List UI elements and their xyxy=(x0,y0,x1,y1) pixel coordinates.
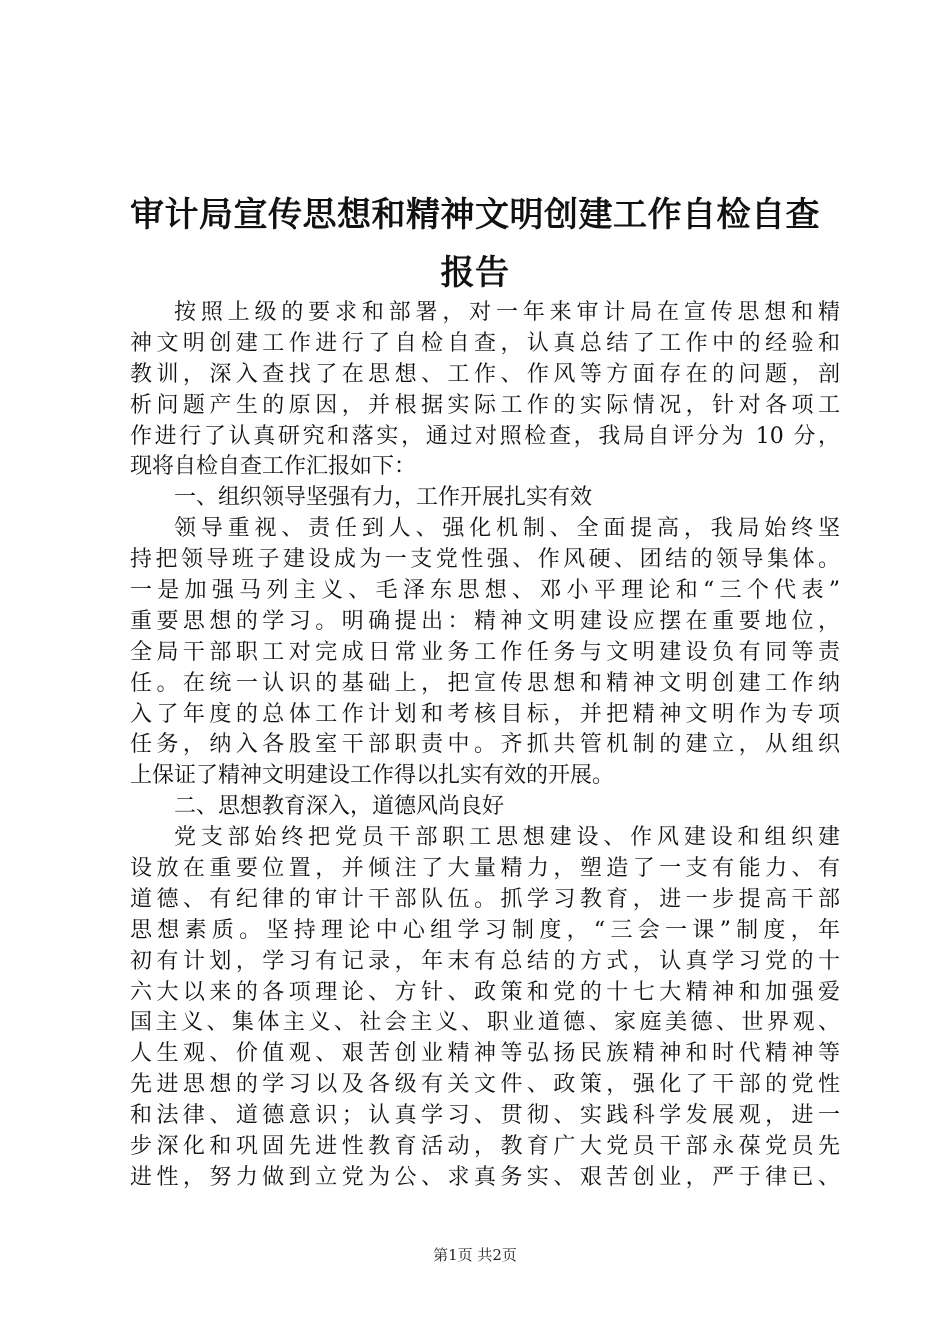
body-line: 一、组织领导坚强有力，工作开展扎实有效 xyxy=(174,485,593,511)
page-footer: 第1页 共2页 xyxy=(433,1246,517,1264)
body-line: 思想素质。坚持理论中心组学习制度，“三会一课”制度，年 xyxy=(130,917,840,943)
body-line: 作进行了认真研究和落实，通过对照检查，我局自评分为 10 分， xyxy=(130,423,840,449)
body-line: 一是加强马列主义、毛泽东思想、邓小平理论和“三个代表” xyxy=(130,578,840,604)
body-line: 党支部始终把党员干部职工思想建设、作风建设和组织建 xyxy=(174,825,840,851)
body-line: 析问题产生的原因，并根据实际工作的实际情况，针对各项工 xyxy=(130,392,840,418)
body-line: 任务，纳入各股室干部职责中。齐抓共管机制的建立，从组织 xyxy=(130,732,840,758)
body-line: 和法律、道德意识；认真学习、贯彻、实践科学发展观，进一 xyxy=(130,1103,840,1129)
body-line: 持把领导班子建设成为一支党性强、作风硬、团结的领导集体。 xyxy=(130,547,840,573)
body-line: 任。在统一认识的基础上，把宣传思想和精神文明创建工作纳 xyxy=(130,670,840,696)
body-line: 国主义、集体主义、社会主义、职业道德、家庭美德、世界观、 xyxy=(130,1010,840,1036)
body-line: 进性，努力做到立党为公、求真务实、艰苦创业，严于律已、 xyxy=(130,1164,840,1190)
body-line: 设放在重要位置，并倾注了大量精力，塑造了一支有能力、有 xyxy=(130,856,840,882)
body-line: 现将自检自查工作汇报如下： xyxy=(130,454,417,480)
body-line: 重要思想的学习。明确提出：精神文明建设应摆在重要地位， xyxy=(130,608,840,634)
document-title-line2: 报告 xyxy=(440,253,510,293)
document-body xyxy=(130,298,840,1194)
body-line: 初有计划，学习有记录，年末有总结的方式，认真学习党的十 xyxy=(130,948,840,974)
body-line: 领导重视、责任到人、强化机制、全面提高，我局始终坚 xyxy=(174,516,840,542)
document-title-line1: 审计局宣传思想和精神文明创建工作自检自查 xyxy=(130,195,820,235)
body-line: 教训，深入查找了在思想、工作、作风等方面存在的问题，剖 xyxy=(130,361,840,387)
body-line: 六大以来的各项理论、方针、政策和党的十七大精神和加强爱 xyxy=(130,979,840,1005)
body-line: 二、思想教育深入，道德风尚良好 xyxy=(174,794,505,820)
body-line: 神文明创建工作进行了自检自查，认真总结了工作中的经验和 xyxy=(130,330,840,356)
body-line: 入了年度的总体工作计划和考核目标，并把精神文明作为专项 xyxy=(130,701,840,727)
body-line: 道德、有纪律的审计干部队伍。抓学习教育，进一步提高干部 xyxy=(130,886,840,912)
body-line: 先进思想的学习以及各级有关文件、政策，强化了干部的党性 xyxy=(130,1072,840,1098)
body-line: 步深化和巩固先进性教育活动，教育广大党员干部永葆党员先 xyxy=(130,1134,840,1160)
body-line: 全局干部职工对完成日常业务工作任务与文明建设负有同等责 xyxy=(130,639,840,665)
body-line: 上保证了精神文明建设工作得以扎实有效的开展。 xyxy=(130,763,615,789)
body-line: 按照上级的要求和部署，对一年来审计局在宣传思想和精 xyxy=(174,300,840,325)
body-line: 人生观、价值观、艰苦创业精神等弘扬民族精神和时代精神等 xyxy=(130,1041,840,1067)
